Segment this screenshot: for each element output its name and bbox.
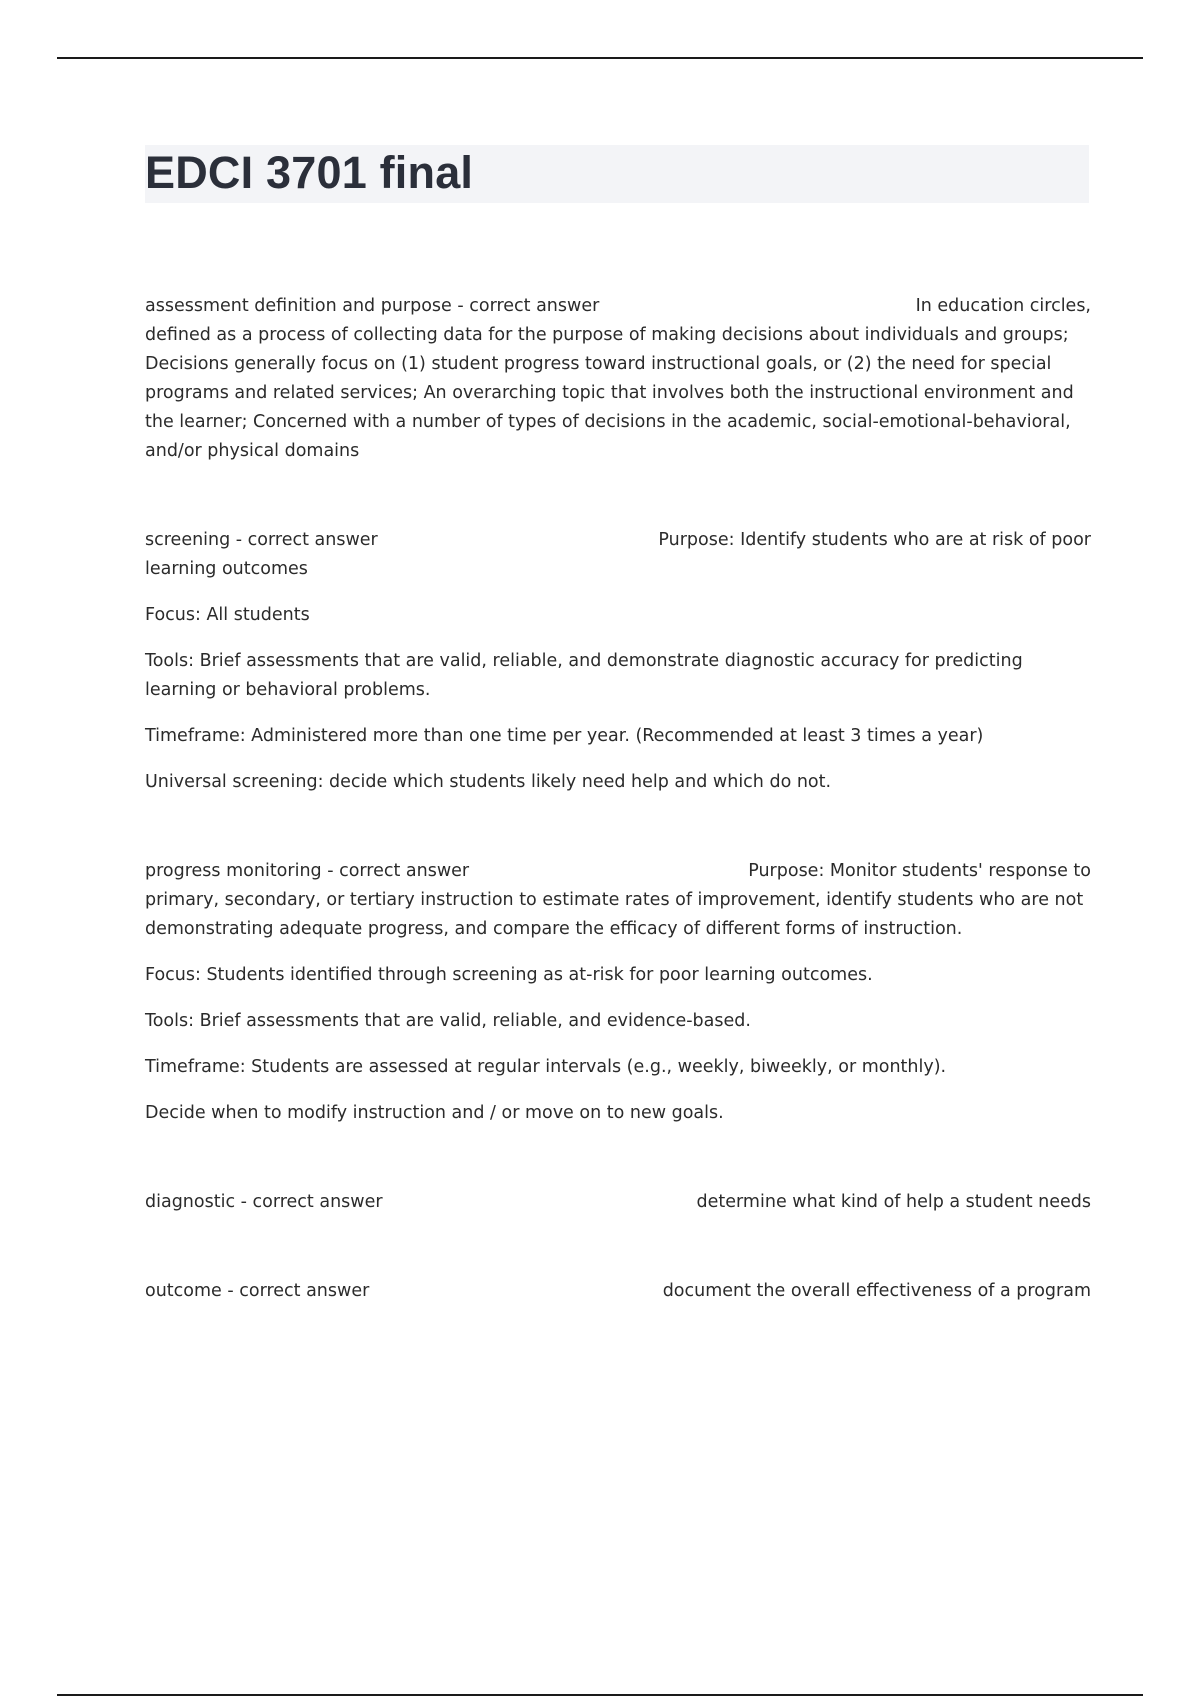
flashcard-assessment bbox=[145, 292, 1091, 466]
flashcard-diagnostic bbox=[145, 1188, 1091, 1217]
flashcard-term: screening - correct answer bbox=[145, 530, 378, 550]
flashcard-first-line bbox=[145, 1277, 1091, 1306]
answer-paragraph: Decide when to modify instruction and / or move on to new goals. bbox=[145, 1103, 724, 1123]
answer-paragraph: Timeframe: Administered more than one time per year. (Recommended at least 3 times a year) bbox=[145, 726, 984, 746]
flashcard-answer-lead: document the overall effectiveness of a program bbox=[662, 1281, 1091, 1301]
flashcard-answer bbox=[145, 526, 1091, 584]
flashcard-term: progress monitoring - correct answer bbox=[145, 861, 470, 881]
flashcard-answer-lead: In education circles, bbox=[915, 296, 1091, 316]
answer-paragraph: Focus: Students identified through screening as at-risk for poor learning outcomes. bbox=[145, 965, 873, 985]
flashcard-answer-text: primary, secondary, or tertiary instruction to estimate rates of improvement, identify students who are not demonstrating adequate progress, and compare the efficacy of different forms of instruction. bbox=[145, 890, 1084, 939]
document-title: EDCI 3701 final bbox=[145, 147, 474, 198]
flashcard-term: diagnostic - correct answer bbox=[145, 1192, 383, 1212]
flashcard-answer bbox=[145, 1277, 1091, 1306]
flashcard-answer bbox=[145, 292, 1091, 466]
flashcard-outcome bbox=[145, 1277, 1091, 1306]
flashcard-answer bbox=[145, 857, 1091, 944]
flashcard-screening bbox=[145, 526, 1091, 797]
flashcard-first-line bbox=[145, 1188, 1091, 1217]
flashcard-answer bbox=[145, 1188, 1091, 1217]
flashcard-first-line bbox=[145, 292, 1091, 321]
flashcard-first-line bbox=[145, 526, 1091, 555]
flashcard-answer-lead: Purpose: Identify students who are at risk of poor bbox=[658, 530, 1091, 550]
answer-paragraph: Focus: All students bbox=[145, 605, 310, 625]
flashcard-first-line bbox=[145, 857, 1091, 886]
flashcard-answer-lead: Purpose: Monitor students' response to bbox=[748, 861, 1091, 881]
answer-paragraph: Tools: Brief assessments that are valid, reliable, and evidence-based. bbox=[145, 1011, 751, 1031]
flashcard-term: assessment definition and purpose - correct answer bbox=[145, 296, 600, 316]
flashcard-term: outcome - correct answer bbox=[145, 1281, 370, 1301]
flashcard-answer-text: learning outcomes bbox=[145, 559, 308, 579]
answer-paragraph: Tools: Brief assessments that are valid, reliable, and demonstrate diagnostic accuracy for predicting learning or behavioral problems. bbox=[145, 651, 1023, 700]
bottom-rule bbox=[57, 1694, 1143, 1696]
top-rule bbox=[57, 57, 1143, 59]
flashcard-answer-text: defined as a process of collecting data for the purpose of making decisions about individuals and groups; Decisions generally focus on (1) student progress toward instructional goals, or (2) the need for special programs and related services; An overarching topic that involves both the instructional environment and the learner; Concerned with a number of types of decisions in the academic, social-emotional-behavioral, and/or physical domains bbox=[145, 325, 1074, 461]
flashcard-progress-monitoring bbox=[145, 857, 1091, 1128]
answer-paragraph: Timeframe: Students are assessed at regular intervals (e.g., weekly, biweekly, or monthly). bbox=[145, 1057, 947, 1077]
flashcard-list bbox=[145, 292, 1091, 1306]
answer-paragraph: Universal screening: decide which students likely need help and which do not. bbox=[145, 772, 832, 792]
flashcard-answer-lead: determine what kind of help a student needs bbox=[696, 1192, 1091, 1212]
